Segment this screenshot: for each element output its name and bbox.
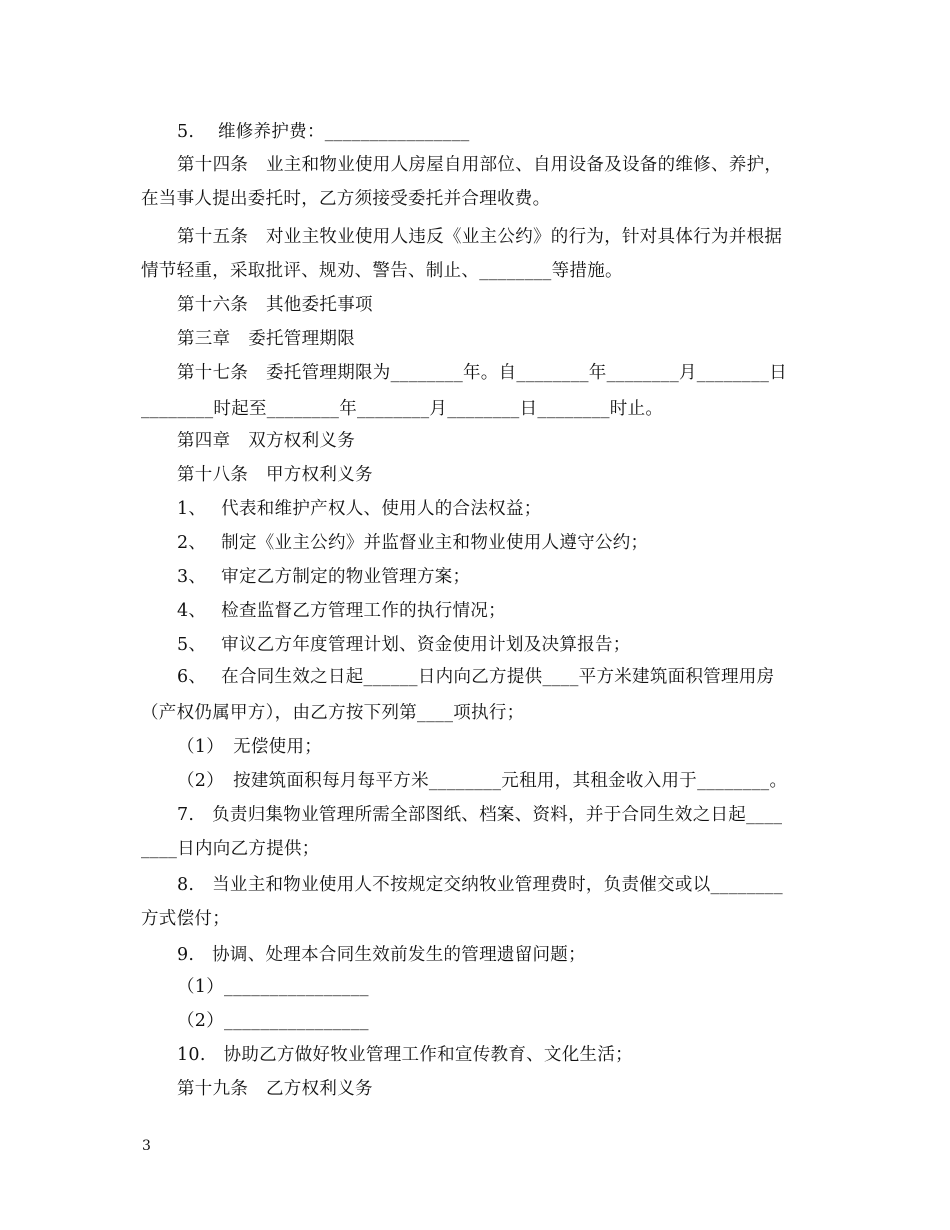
text-line: 方式偿付； <box>141 909 230 929</box>
text-line: 7. 负责归集物业管理所需全部图纸、档案、资料，并于合同生效之日起____ <box>177 805 783 825</box>
text-line: 第十九条 乙方权利义务 <box>177 1079 373 1099</box>
text-line: （产权仍属甲方），由乙方按下列第____项执行； <box>141 703 525 723</box>
text-line: （2）________________ <box>177 1011 369 1031</box>
text-line: 第十四条 业主和物业使用人房屋自用部位、自用设备及设备的维修、养护， <box>177 155 783 175</box>
text-line: 10. 协助乙方做好牧业管理工作和宣传教育、文化生活； <box>177 1045 633 1065</box>
text-line: 第三章 委托管理期限 <box>177 329 355 349</box>
text-line: 6、 在合同生效之日起______日内向乙方提供____平方米建筑面积管理用房 <box>177 667 775 687</box>
text-line: 第十六条 其他委托事项 <box>177 295 373 315</box>
text-line: 9. 协调、处理本合同生效前发生的管理遗留问题； <box>177 945 586 965</box>
text-line: ____日内向乙方提供； <box>141 839 320 859</box>
page-number: 3 <box>142 1138 151 1154</box>
text-line: 第十八条 甲方权利义务 <box>177 465 373 485</box>
text-line: 3、 审定乙方制定的物业管理方案； <box>177 567 471 587</box>
text-line: ________时起至________年________月________日________时止。 <box>141 399 664 419</box>
text-line: （1）________________ <box>177 977 369 997</box>
text-line: 1、 代表和维护产权人、使用人的合法权益； <box>177 499 542 519</box>
text-line: 第四章 双方权利义务 <box>177 431 355 451</box>
text-line: 8. 当业主和物业使用人不按规定交纳牧业管理费时，负责催交或以________ <box>177 875 783 895</box>
text-line: 5. 维修养护费：________________ <box>177 122 470 142</box>
text-line: 在当事人提出委托时，乙方须接受委托并合理收费。 <box>141 189 551 209</box>
text-line: 情节轻重，采取批评、规劝、警告、制止、________等措施。 <box>141 261 623 281</box>
text-line: 4、 检查监督乙方管理工作的执行情况； <box>177 601 506 621</box>
text-line: 第十七条 委托管理期限为________年。自________年________月________日 <box>177 363 787 383</box>
text-line: （1） 无偿使用； <box>177 737 323 757</box>
text-line: （2） 按建筑面积每月每平方米________元租用，其租金收入用于________。 <box>177 771 788 791</box>
text-line: 5、 审议乙方年度管理计划、资金使用计划及决算报告； <box>177 635 631 655</box>
text-line: 第十五条 对业主牧业使用人违反《业主公约》的行为，针对具体行为并根据 <box>177 227 783 247</box>
text-line: 2、 制定《业主公约》并监督业主和物业使用人遵守公约； <box>177 533 649 553</box>
